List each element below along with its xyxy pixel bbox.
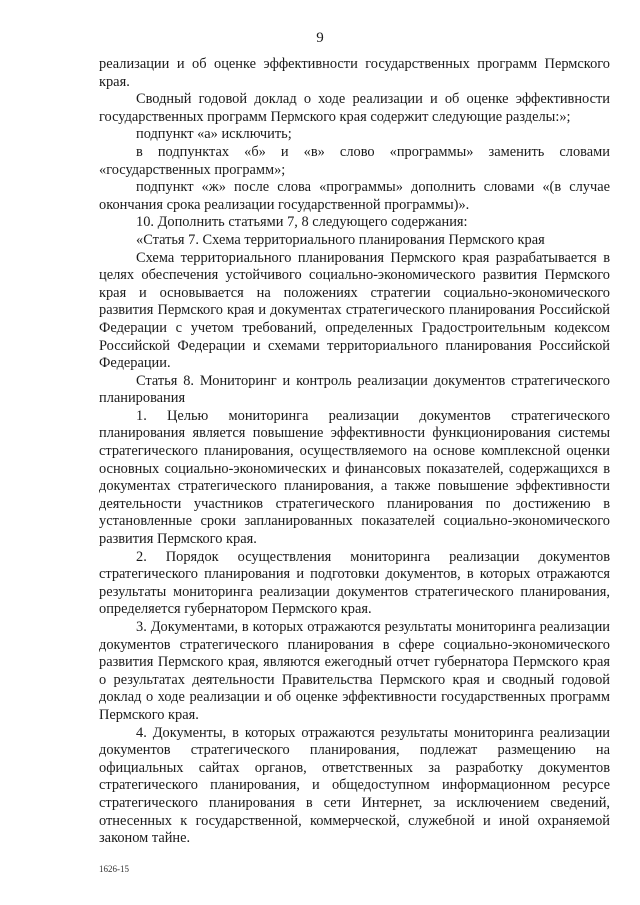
paragraph-2: подпункт «а» исключить; [136, 126, 292, 143]
article-8-heading: Статья 8. Мониторинг и контроль реализации документов стратегического планирования [99, 372, 610, 407]
document-body [99, 56, 610, 848]
paragraph-5: 10. Дополнить статьями 7, 8 следующего содержания: [136, 214, 468, 231]
paragraph-1: Сводный годовой доклад о ходе реализации и об оценке эффективности государственных программ Пермского края содержит следующие разделы:»; [99, 91, 610, 125]
paragraph-11: 3. Документами, в которых отражаются результаты мониторинга реализации документов стратегического планирования в сфере социально-экономического развития Пермского края, являются ежегодный отчет губернатора Пермского края о результатах деятельности Правительства Пермского края и сводный годовой доклад о ходе реализации и об оценке эффективности государственных программ Пермского края. [99, 619, 610, 723]
paragraph-4: подпункт «ж» после слова «программы» дополнить словами «(в случае окончания срока реализации государственной программы)». [99, 179, 610, 213]
paragraph-3: в подпунктах «б» и «в» слово «программы» заменить словами «государственных программ»; [99, 143, 610, 178]
paragraph-7: Схема территориального планирования Пермского края разрабатывается в целях обеспечения устойчивого социально-экономического развития Пермского края и основывается на положениях стратегии социально-экономического развития Пермского края и документах стратегического планирования Российской Федерации с учетом требований, определенных Градостроительным кодексом Российской Федерации и схемами территориального планирования Российской Федерации. [99, 249, 610, 372]
article-7-heading: «Статья 7. Схема территориального планирования Пермского края [136, 231, 545, 248]
paragraph-0: реализации и об оценке эффективности государственных программ Пермского края. [99, 56, 610, 90]
paragraph-10: 2. Порядок осуществления мониторинга реализации документов стратегического планирования и подготовки документов, в которых отражаются результаты мониторинга реализации документов стратегического планирования, определяется губернатором Пермского края. [99, 548, 610, 618]
paragraph-12: 4. Документы, в которых отражаются результаты мониторинга реализации документов стратегического планирования, подлежат размещению на официальных сайтах органов, ответственных за разработку документов стратегического планирования, и общедоступном информационном ресурсе стратегического планирования в сети Интернет, за исключением сведений, отнесенных к государственной, коммерческой, служебной и иной охраняемой законом тайне. [99, 724, 610, 847]
document-code: 1626-15 [99, 864, 129, 874]
paragraph-9: 1. Целью мониторинга реализации документов стратегического планирования является повышение эффективности функционирования системы стратегического планирования, осуществляемого на основе комплексной оценки основных социально-экономических и финансовых показателей, содержащихся в документах стратегического планирования, а также повышение эффективности деятельности участников стратегического планирования по достижению в установленные сроки запланированных показателей социально-экономического развития Пермского края. [99, 407, 610, 548]
page-number: 9 [316, 30, 324, 46]
